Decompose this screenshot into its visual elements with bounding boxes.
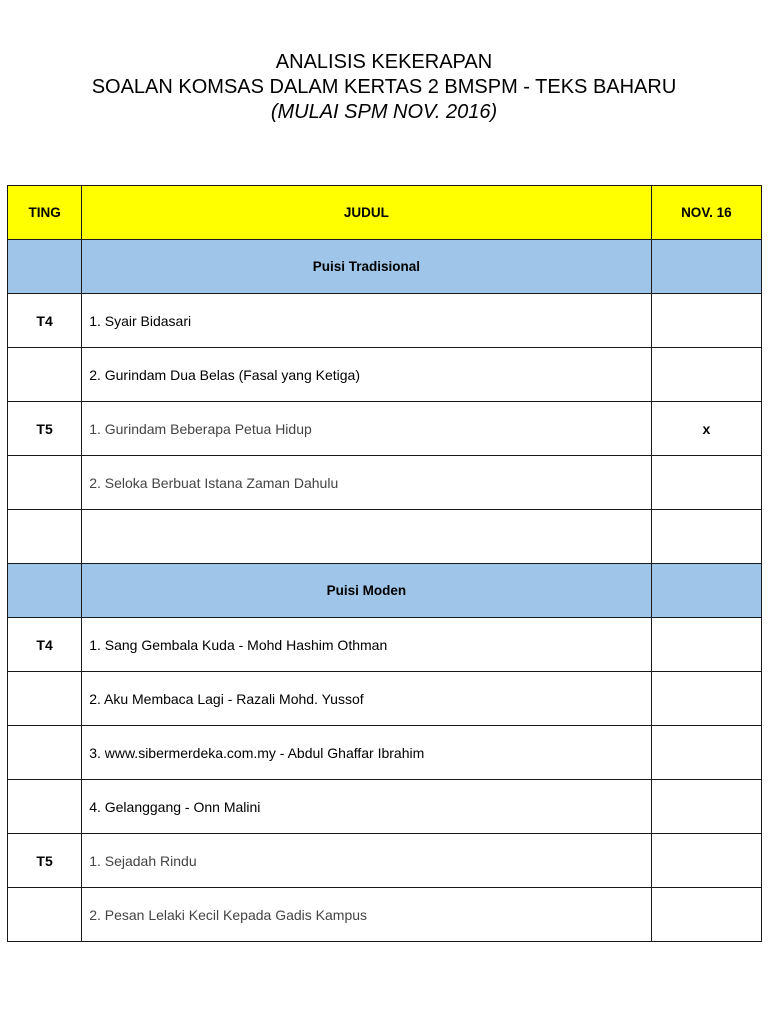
section-title: Puisi Moden (82, 564, 652, 618)
judul-cell: 2. Pesan Lelaki Kecil Kepada Gadis Kampus (82, 888, 652, 942)
judul-cell: 1. Gurindam Beberapa Petua Hidup (82, 402, 652, 456)
nov-cell: x (651, 402, 761, 456)
section-ting-cell (8, 564, 82, 618)
ting-cell (8, 726, 82, 780)
ting-cell (8, 780, 82, 834)
ting-cell (8, 348, 82, 402)
judul-cell: 2. Gurindam Dua Belas (Fasal yang Ketiga) (82, 348, 652, 402)
nov-cell (651, 456, 761, 510)
judul-cell: 1. Sang Gembala Kuda - Mohd Hashim Othman (82, 618, 652, 672)
table-row (8, 726, 762, 780)
section-nov-cell (651, 240, 761, 294)
table-header-row (8, 186, 762, 240)
table-row (8, 780, 762, 834)
judul-cell: 2. Aku Membaca Lagi - Razali Mohd. Yussof (82, 672, 652, 726)
judul-cell: 1. Syair Bidasari (82, 294, 652, 348)
table-row (8, 348, 762, 402)
title-line-3: (MULAI SPM NOV. 2016) (270, 101, 498, 123)
title-line-1: ANALISIS KEKERAPAN (275, 51, 493, 73)
section-ting-cell (8, 240, 82, 294)
table-row (8, 834, 762, 888)
judul-cell (82, 510, 652, 564)
title-line-2: SOALAN KOMSAS DALAM KERTAS 2 BMSPM - TEKS BAHARU (91, 76, 677, 98)
ting-cell: T4 (8, 618, 82, 672)
nov-cell (651, 672, 761, 726)
section-nov-cell (651, 564, 761, 618)
table-row (8, 888, 762, 942)
table-row (8, 456, 762, 510)
header-judul: JUDUL (82, 186, 652, 240)
table-row (8, 510, 762, 564)
nov-cell (651, 834, 761, 888)
nov-cell (651, 348, 761, 402)
judul-cell: 2. Seloka Berbuat Istana Zaman Dahulu (82, 456, 652, 510)
nov-cell (651, 294, 761, 348)
judul-cell: 4. Gelanggang - Onn Malini (82, 780, 652, 834)
section-row-puisi-moden (8, 564, 762, 618)
judul-cell: 3. www.sibermerdeka.com.my - Abdul Ghaffar Ibrahim (82, 726, 652, 780)
ting-cell (8, 456, 82, 510)
ting-cell (8, 672, 82, 726)
table-row (8, 672, 762, 726)
ting-cell: T4 (8, 294, 82, 348)
table-row (8, 294, 762, 348)
nov-cell (651, 618, 761, 672)
judul-cell: 1. Sejadah Rindu (82, 834, 652, 888)
komsas-table (7, 185, 762, 942)
section-row-puisi-tradisional (8, 240, 762, 294)
ting-cell (8, 888, 82, 942)
table-row (8, 402, 762, 456)
nov-cell (651, 780, 761, 834)
header-ting: TING (8, 186, 82, 240)
section-title: Puisi Tradisional (82, 240, 652, 294)
document-title (0, 50, 768, 125)
ting-cell (8, 510, 82, 564)
ting-cell: T5 (8, 402, 82, 456)
header-nov: NOV. 16 (651, 186, 761, 240)
nov-cell (651, 888, 761, 942)
nov-cell (651, 726, 761, 780)
nov-cell (651, 510, 761, 564)
table-row (8, 618, 762, 672)
ting-cell: T5 (8, 834, 82, 888)
